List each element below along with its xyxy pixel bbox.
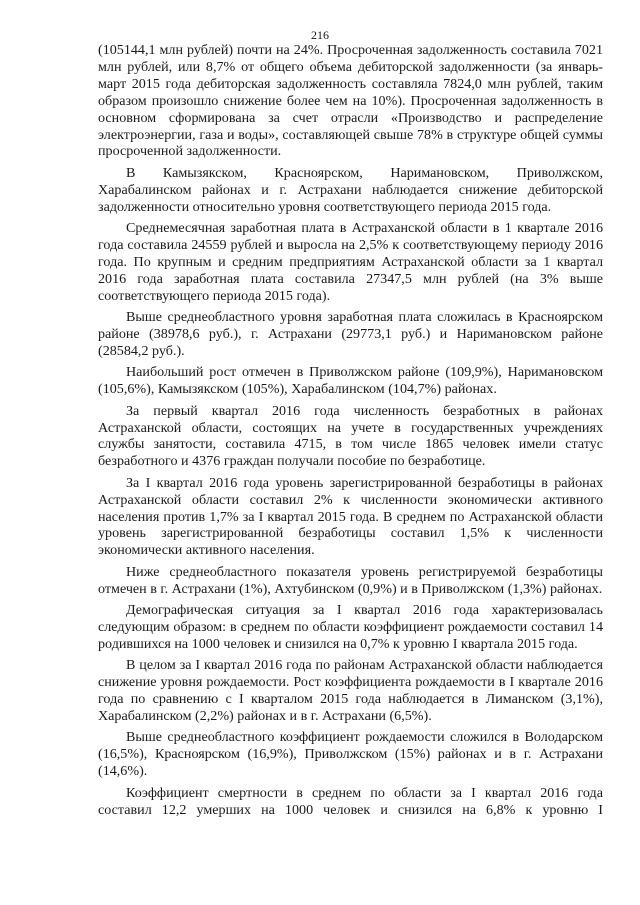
paragraph-unemployed-count: За первый квартал 2016 года численность безработных в районах Астраханской области, состоящих на учете в государственных учреждениях службы занятости, составила 4715, в том числе 1865 человек имели статус безработного и 4376 граждан получали пособие по безработице. [98, 402, 603, 470]
paragraph-unemployment-below-average: Ниже среднеобластного показателя уровень регистрируемой безработицы отмечен в г. Астрахани (1%), Ахтубинском (0,9%) и в Приволжском (1,3%) районах. [98, 563, 603, 597]
document-body [98, 42, 603, 818]
paragraph-receivables-districts: В Камызякском, Красноярском, Наримановском, Приволжском, Харабалинском районах и г. Астрахани наблюдается снижение дебиторской задолженности относительно уровня соответствующего периода 2015 года. [98, 164, 603, 215]
paragraph-wage-growth: Наибольший рост отмечен в Приволжском районе (109,9%), Наримановском (105,6%), Камызякском (105%), Харабалинском (104,7%) районах. [98, 364, 603, 398]
paragraph-unemployment-rate: За I квартал 2016 года уровень зарегистрированной безработицы в районах Астраханской области составил 2% к численности экономически активного населения против 1,7% за I квартал 2015 года. В среднем по Астраханской области уровень зарегистрированной безработицы составил 1,5% к численности экономически активного населения. [98, 474, 603, 559]
page-number: 216 [311, 28, 329, 42]
paragraph-mortality-rate: Коэффициент смертности в среднем по области за I квартал 2016 года составил 12,2 умерших на 1000 человек и снизился на 6,8% к уровню I [98, 784, 603, 818]
paragraph-birth-rate-above-average: Выше среднеобластного коэффициент рождаемости сложился в Володарском (16,5%), Красноярском (16,9%), Приволжском (15%) районах и в г. Астрахани (14,6%). [98, 729, 603, 780]
paragraph-average-wage: Среднемесячная заработная плата в Астраханской области в 1 квартале 2016 года составила 24559 рублей и выросла на 2,5% к соответствующему периоду 2016 года. По крупным и средним предприятиям Астраханской области за 1 квартал 2016 года заработная плата составила 27347,5 млн рублей (на 3% выше соответствующего периода 2015 года). [98, 220, 603, 304]
paragraph-receivables-overdue: (105144,1 млн рублей) почти на 24%. Просроченная задолженность составила 7021 млн рублей, или 8,7% от общего объема дебиторской задолженности (за январь-март 2015 года дебиторская задолженность составляла 7824,0 млн рублей, таким образом произошло снижение более чем на 10%). Просроченная задолженность в основном сформирована за счет отрасли «Производство и распределение электроэнергии, газа и воды», составляющей свыше 78% в структуре общей суммы просроченной задолженности. [98, 42, 603, 160]
paragraph-birth-rate-districts: В целом за I квартал 2016 года по районам Астраханской области наблюдается снижение уровня рождаемости. Рост коэффициента рождаемости в I квартале 2016 года по сравнению с I кварталом 2015 года наблюдается в Лиманском (3,1%), Харабалинском (2,2%) районах и в г. Астрахани (6,5%). [98, 657, 603, 725]
paragraph-birth-rate: Демографическая ситуация за I квартал 2016 года характеризовалась следующим образом: в среднем по области коэффициент рождаемости составил 14 родившихся на 1000 человек и снизился на 0,7% к уровню I квартала 2015 года. [98, 602, 603, 652]
paragraph-wage-above-average: Выше среднеобластного уровня заработная плата сложилась в Красноярском районе (38978,6 руб.), г. Астрахани (29773,1 руб.) и Наримановском районе (28584,2 руб.). [98, 309, 603, 359]
